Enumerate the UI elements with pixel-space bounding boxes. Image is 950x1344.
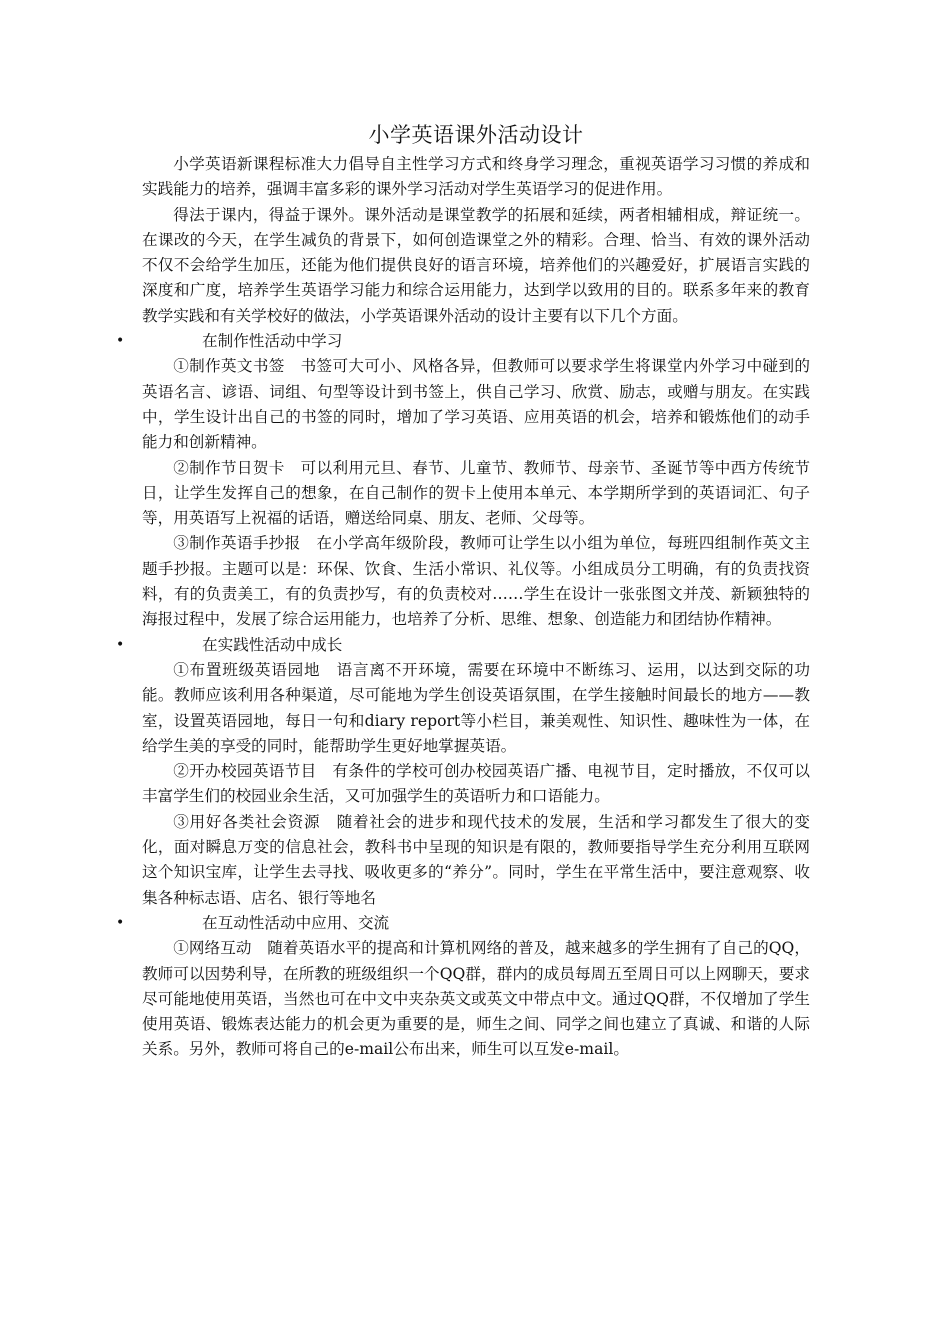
bullet-icon: • — [116, 914, 125, 931]
section-2-paragraph-2: ②开办校园英语节目 有条件的学校可创办校园英语广播、电视节目，定时播放，不仅可以丰富学生们的校园业余生活，又可加强学生的英语听力和口语能力。 — [142, 762, 810, 806]
bullet-icon: • — [116, 333, 125, 350]
section-heading-3 — [116, 911, 810, 936]
section-heading-text: 在互动性活动中应用、交流 — [202, 913, 390, 932]
document-page — [116, 118, 810, 1063]
intro-paragraph-2: 得法于课内，得益于课外。课外活动是课堂教学的拓展和延续，两者相辅相成，辩证统一。在课改的今天，在学生减负的背景下，如何创造课堂之外的精彩。合理、恰当、有效的课外活动不仅不会给学生加压，还能为他们提供良好的语言环境，培养他们的兴趣爱好，扩展语言实践的深度和广度，培养学生英语学习能力和综合运用能力，达到学以致用的目的。联系多年来的教育教学实践和有关学校好的做法，小学英语课外活动的设计主要有以下几个方面。 — [142, 205, 810, 325]
section-heading-text: 在实践性活动中成长 — [202, 635, 343, 654]
document-title: 小学英语课外活动设计 — [368, 123, 584, 147]
section-1-paragraph-1: ①制作英文书签 书签可大可小、风格各异，但教师可以要求学生将课堂内外学习中碰到的英语名言、谚语、词组、句型等设计到书签上，供自己学习、欣赏、励志，或赠与朋友。在实践中，学生设计出自己的书签的同时，增加了学习英语、应用英语的机会，培养和锻炼他们的动手能力和创新精神。 — [142, 357, 810, 452]
section-1-paragraph-2: ②制作节日贺卡 可以利用元旦、春节、儿童节、教师节、母亲节、圣诞节等中西方传统节日，让学生发挥自己的想象，在自己制作的贺卡上使用本单元、本学期所学到的英语词汇、句子等，用英语写上祝福的话语，赠送给同桌、朋友、老师、父母等。 — [142, 458, 810, 528]
section-2-paragraph-1: ①布置班级英语园地 语言离不开环境，需要在环境中不断练习、运用，以达到交际的功能。教师应该利用各种渠道，尽可能地为学生创设英语氛围，在学生接触时间最长的地方——教室，设置英语园地，每日一句和diary report等小栏目，兼美观性、知识性、趣味性为一体，在给学生美的享受的同时，能帮助学生更好地掌握英语。 — [142, 660, 810, 755]
section-1-paragraph-3: ③制作英语手抄报 在小学高年级阶段，教师可让学生以小组为单位，每班四组制作英文主题手抄报。主题可以是：环保、饮食、生活小常识、礼仪等。小组成员分工明确，有的负责找资料，有的负责美工，有的负责抄写，有的负责校对……学生在设计一张张图文并茂、新颖独特的海报过程中，发展了综合运用能力，也培养了分析、思维、想象、创造能力和团结协作精神。 — [142, 534, 810, 629]
section-heading-2 — [116, 633, 810, 658]
section-heading-text: 在制作性活动中学习 — [202, 332, 343, 351]
intro-paragraph-1: 小学英语新课程标准大力倡导自主性学习方式和终身学习理念，重视英语学习习惯的养成和实践能力的培养，强调丰富多彩的课外学习活动对学生英语学习的促进作用。 — [142, 155, 810, 199]
section-3-paragraph-1: ①网络互动 随着英语水平的提高和计算机网络的普及，越来越多的学生拥有了自己的QQ，教师可以因势利导，在所教的班级组织一个QQ群，群内的成员每周五至周日可以上网聊天，要求尽可能地使用英语，当然也可在中文中夹杂英文或英文中带点中文。通过QQ群，不仅增加了学生使用英语、锻炼表达能力的机会更为重要的是，师生之间、同学之间也建立了真诚、和谐的人际关系。另外，教师可将自己的e-mail公布出来，师生可以互发e-mail。 — [142, 939, 810, 1059]
bullet-icon: • — [116, 636, 125, 653]
section-heading-1 — [116, 329, 810, 354]
section-2-paragraph-3: ③用好各类社会资源 随着社会的进步和现代技术的发展，生活和学习都发生了很大的变化，面对瞬息万变的信息社会，教科书中呈现的知识是有限的，教师要指导学生充分利用互联网这个知识宝库，让学生去寻找、吸收更多的“养分”。同时，学生在平常生活中，要注意观察、收集各种标志语、店名、银行等地名 — [142, 812, 810, 907]
